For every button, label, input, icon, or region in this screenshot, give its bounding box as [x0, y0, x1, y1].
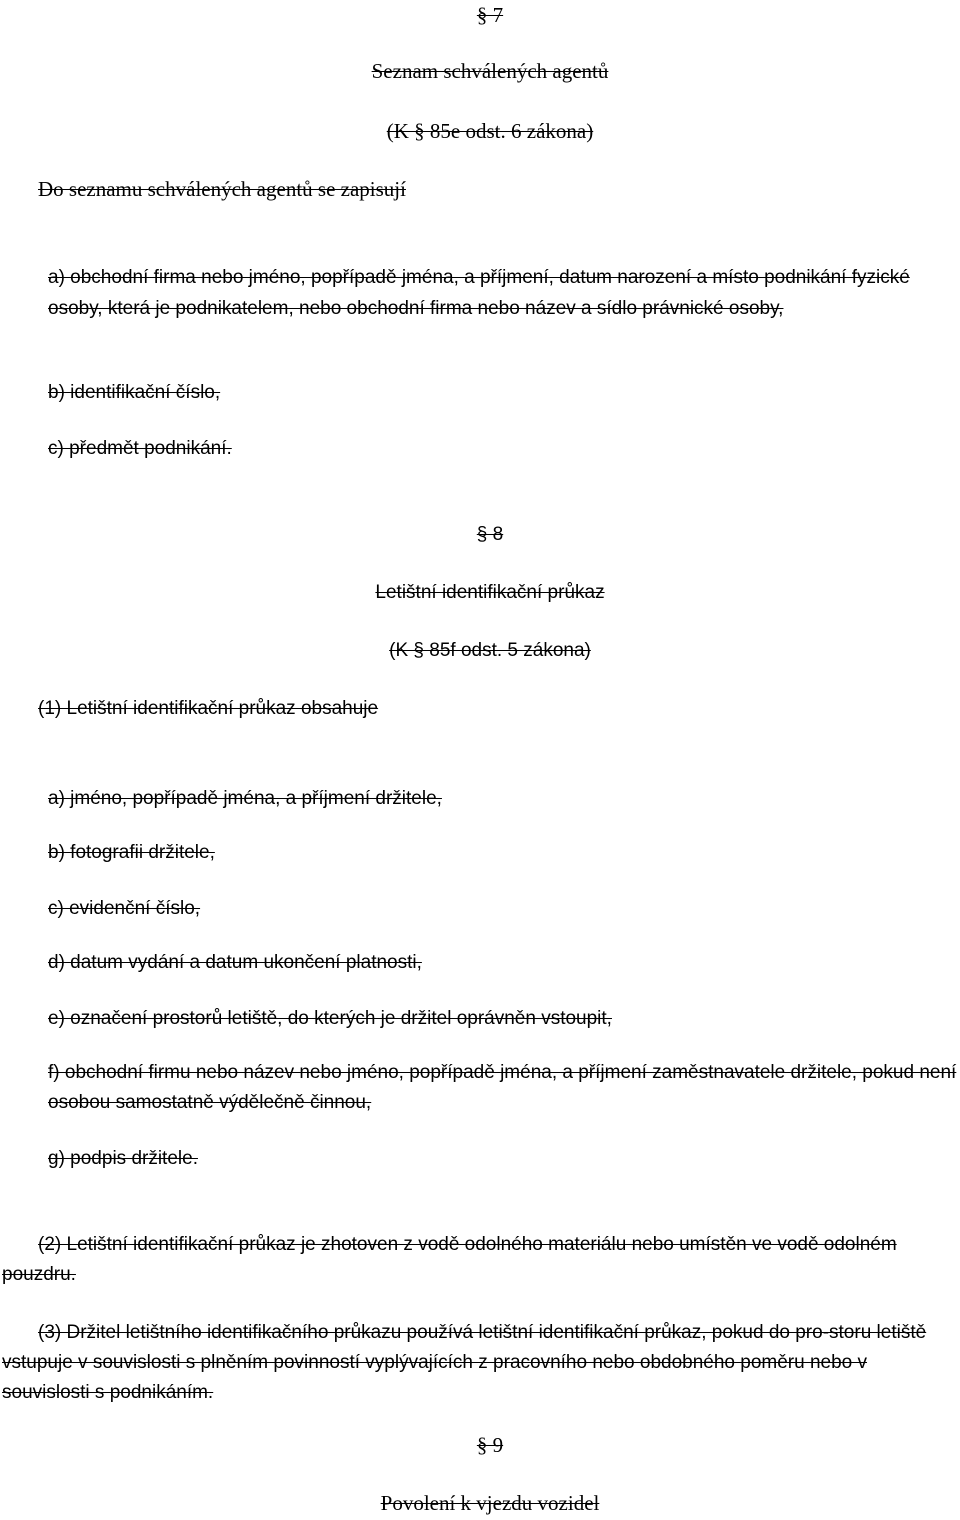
section-8-item-c: c) evidenční číslo,: [48, 898, 201, 919]
section-7-number: § 7: [476, 3, 504, 27]
section-7-item-b: b) identifikační číslo,: [48, 382, 221, 403]
section-8-item-d: d) datum vydání a datum ukončení platnosti,: [48, 952, 422, 973]
section-8-item-a: a) jméno, popřípadě jména, a příjmení držitele,: [48, 788, 442, 809]
section-8-reference: (K § 85f odst. 5 zákona): [389, 640, 591, 661]
section-8-item-b: b) fotografii držitele,: [48, 842, 215, 863]
section-7-intro-text: Do seznamu schválených agentů se zapisují: [38, 177, 406, 201]
section-7-reference: (K § 85e odst. 6 zákona): [386, 119, 594, 143]
section-8-item-f: f) obchodní firmu nebo název nebo jméno, popřípadě jména, a příjmení zaměstnavatele držitele, pokud není osobou samostatně výdělečně činnou,: [48, 1062, 957, 1113]
section-8-number: § 8: [476, 524, 504, 545]
section-8-intro: [2, 694, 472, 724]
section-7-title: Seznam schválených agentů: [371, 59, 609, 83]
section-7-item-c: c) předmět podnikání.: [48, 438, 232, 459]
section-8-intro-text: (1) Letištní identifikační průkaz obsahuje: [38, 698, 379, 719]
section-8-title: Letištní identifikační průkaz: [375, 582, 605, 603]
section-7-intro: [2, 174, 482, 204]
section-8-item-e: e) označení prostorů letiště, do kterých je držitel oprávněn vstoupit,: [48, 1008, 612, 1029]
section-8-paragraph-2: (2) Letištní identifikační průkaz je zhotoven z vodě odolného materiálu nebo umístěn ve vodě odolném pouzdru.: [2, 1234, 897, 1285]
section-8-paragraph-3: (3) Držitel letištního identifikačního průkazu používá letištní identifikační průkaz, pokud do pro-storu letiště vstupuje v souvislosti s plněním povinností vyplývajících z pracovního nebo obdobného poměru nebo v souvislosti s podnikáním.: [2, 1322, 927, 1403]
section-9-number: § 9: [476, 1433, 504, 1457]
section-7-item-a: a) obchodní firma nebo jméno, popřípadě jména, a příjmení, datum narození a místo podnikání fyzické osoby, která je podnikatelem, nebo obchodní firma nebo název a sídlo právnické osoby,: [48, 267, 910, 319]
section-8-item-g: g) podpis držitele.: [48, 1148, 198, 1169]
section-9-title: Povolení k vjezdu vozidel: [380, 1491, 600, 1515]
